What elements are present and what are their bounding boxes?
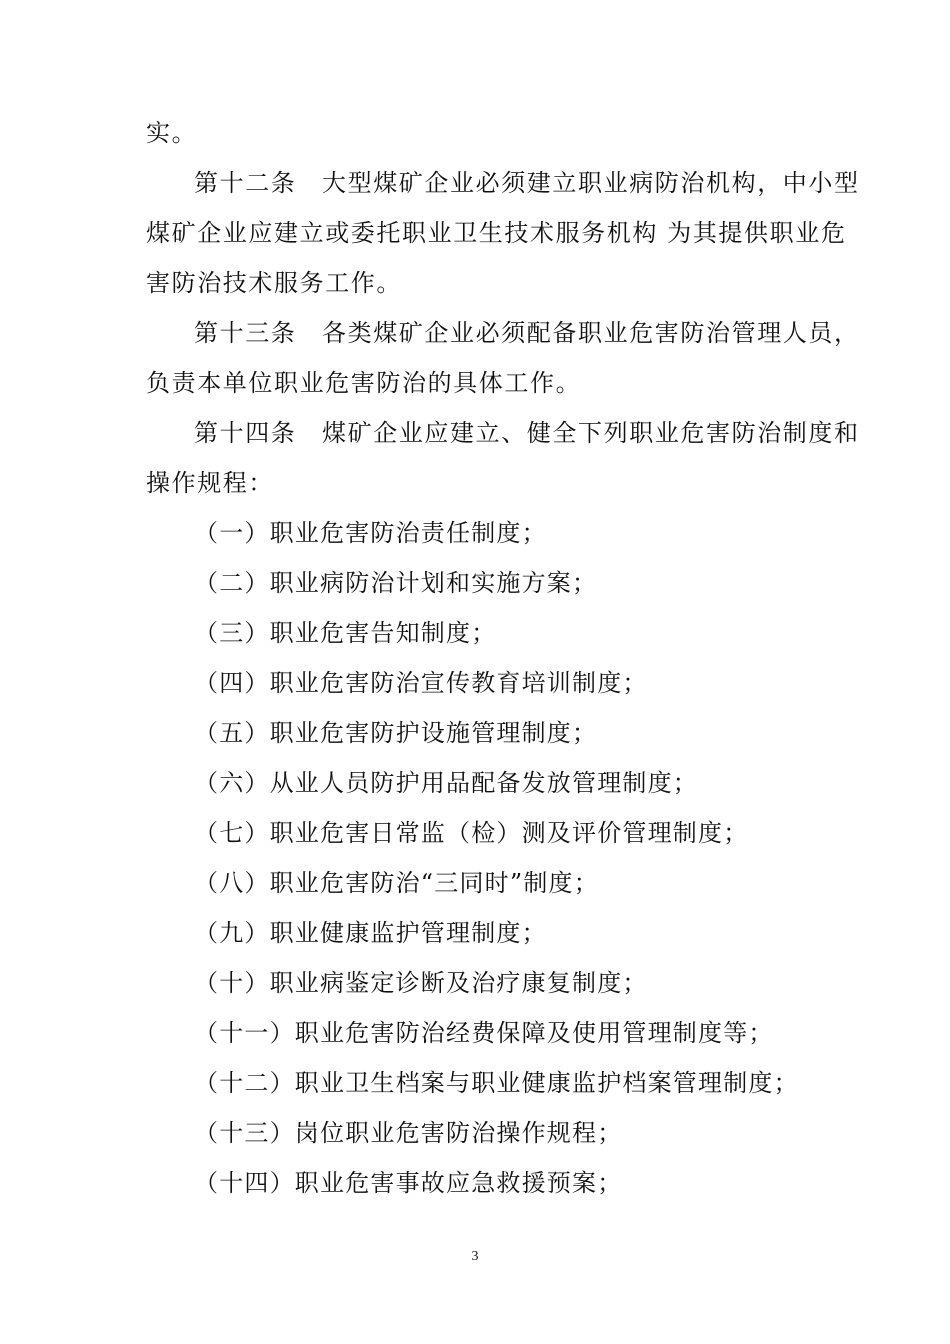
list-item: （二）职业病防治计划和实施方案； <box>194 569 598 597</box>
list-item: （七）职业危害日常监（检）测及评价管理制度； <box>194 819 749 847</box>
list-item: （十二）职业卫生档案与职业健康监护档案管理制度； <box>194 1069 799 1097</box>
list-item: （五）职业危害防护设施管理制度； <box>194 719 598 747</box>
list-item: （三）职业危害告知制度； <box>194 619 497 647</box>
article-14-line-2: 操作规程： <box>146 469 274 497</box>
list-item: （八）职业危害防治“三同时”制度； <box>194 869 599 897</box>
article-12-line-2: 煤矿企业应建立或委托职业卫生技术服务机构 为其提供职业危 <box>146 219 847 247</box>
article-12-line-1: 第十二条 大型煤矿企业必须建立职业病防治机构，中小型 <box>194 169 860 197</box>
list-item: （一）职业危害防治责任制度； <box>194 519 547 547</box>
list-item: （十）职业病鉴定诊断及治疗康复制度； <box>194 969 648 997</box>
list-item: （九）职业健康监护管理制度； <box>194 919 547 947</box>
list-item: （六）从业人员防护用品配备发放管理制度； <box>194 769 698 797</box>
list-item: （四）职业危害防治宣传教育培训制度； <box>194 669 648 697</box>
list-item: （十一）职业危害防治经费保障及使用管理制度等； <box>194 1019 774 1047</box>
page-number: 3 <box>471 1249 479 1264</box>
list-item: （十三）岗位职业危害防治操作规程； <box>194 1119 623 1147</box>
article-13-line-1: 第十三条 各类煤矿企业必须配备职业危害防治管理人员， <box>194 319 860 347</box>
list-item: （十四）职业危害事故应急救援预案； <box>194 1169 623 1197</box>
article-13-line-2: 负责本单位职业危害防治的具体工作。 <box>146 369 582 397</box>
paragraph-line: 实。 <box>146 119 198 147</box>
article-12-line-3: 害防治技术服务工作。 <box>146 269 402 297</box>
article-14-line-1: 第十四条 煤矿企业应建立、健全下列职业危害防治制度和 <box>194 419 860 447</box>
